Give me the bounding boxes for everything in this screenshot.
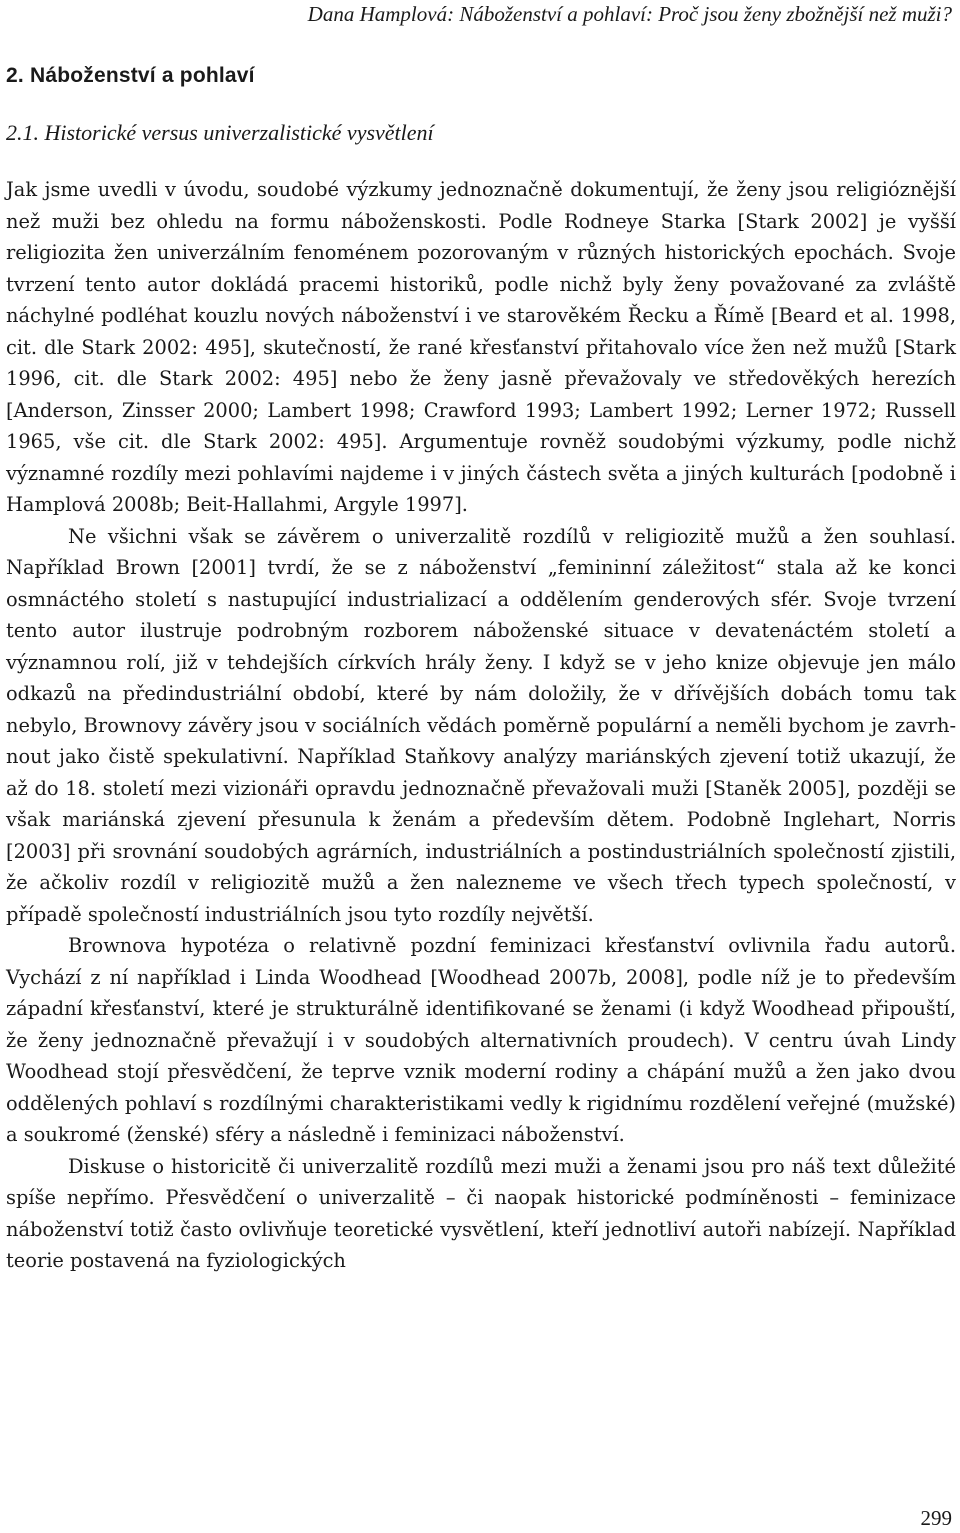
paragraph: Ne všichni však se závěrem o univerzalitě rozdílů v religiozitě mužů a žen souhlasí. Například Brown [2001] tvrdí, že se z náboženství „femininní záležitost“ stala až ke konci osmnáctého století s nastupující industrializací a oddělením genderových sfér. Svoje tvrzení tento autor ilustruje podrobným rozborem náboženské situace v devatenáctém století a významnou rolí, již v tehdejších církvích hrály ženy. I když se v jeho knize objevuje jen málo odkazů na předindustriální období, které by nám doložily, že v dřívějších dobách tomu tak nebylo, Brownovy závěry jsou v sociálních vědách poměrně populární a neměli bychom je zavrhnout jako čistě spekulativní. Například Staňkovy analýzy mariánských zjevení totiž ukazují, že až do 18. století mezi vizionáři opravdu jednoznačně převažovali muži [Staněk 2005], později se však mariánská zjevení přesunula k ženám a především dětem. Podobně Inglehart, Norris [2003] při srovnání soudobých agrárních, industriálních a postindustriálních společností zjistili, že ačkoliv rozdíl v religiozitě mužů a žen nalezneme ve všech třech typech společností, v případě společností industriálních jsou tyto rozdíly největší. [6,524,956,926]
body-text [6,174,956,1277]
paragraph: Brownova hypotéza o relativně pozdní feminizaci křesťanství ovlivnila řadu autorů. Vychází z ní například i Linda Woodhead [Woodhead 2007b, 2008], podle níž je to především západní křesťanství, které je strukturálně identifikované se ženami (i když Woodhead připouští, že ženy jednoznačně převažují i v soudobých alternativních proudech). V centru úvah Lindy Woodhead stojí přesvědčení, že teprve vznik moderní rodiny a chápání mužů a žen jako dvou oddělených pohlaví s rozdílnými charakteristikami vedly k rigidnímu rozdělení veřejné (mužské) a soukromé (ženské) sféry a následně i feminizaci náboženství. [6,934,956,1146]
document-page [6,0,956,1533]
page-number: 299 [920,1506,952,1530]
running-head: Dana Hamplová: Náboženství a pohlaví: Proč jsou ženy zbožnější než muži? [307,2,952,26]
section-heading: 2. Náboženství a pohlaví [6,64,255,87]
paragraph: Jak jsme uvedli v úvodu, soudobé výzkumy jednoznačně dokumentují, že ženy jsou religióznější než muži bez ohledu na formu náboženskosti. Podle Rodneye Starka [Stark 2002] je vyšší religiozita žen univerzálním fenoménem pozorovaným v různých historických epochách. Svoje tvrzení tento autor dokládá pracemi historiků, podle nichž byly ženy považované za zvláště náchylné podléhat kouzlu nových náboženství i ve starověkém Řecku a Římě [Beard et al. 1998, cit. dle Stark 2002: 495], skutečností, že rané křesťanství přitahovalo více žen než mužů [Stark 1996, cit. dle Stark 2002: 495] nebo že ženy jasně převažovaly ve středověkých herezích [Anderson, Zinsser 2000; Lambert 1998; Crawford 1993; Lambert 1992; Lerner 1972; Russell 1965, vše cit. dle Stark 2002: 495]. Argumentuje rovněž soudobými výzkumy, podle nichž významné rozdíly mezi pohlavími najdeme i v jiných částech světa a jiných kulturách [podobně i Hamplová 2008b; Beit-Hallahmi, Argyle 1997]. [6,178,956,516]
subsection-heading: 2.1. Historické versus univerzalistické vysvětlení [6,120,434,145]
paragraph: Diskuse o historicitě či univerzalitě rozdílů mezi muži a ženami jsou pro náš text důležité spíše nepřímo. Přesvědčení o univerzalitě – či naopak historické podmíněnosti – feminizace náboženství totiž často ovlivňuje teoretické vysvětlení, kteří jednotliví autoři nabízejí. Například teorie postavená na fyziologických [6,1154,956,1272]
